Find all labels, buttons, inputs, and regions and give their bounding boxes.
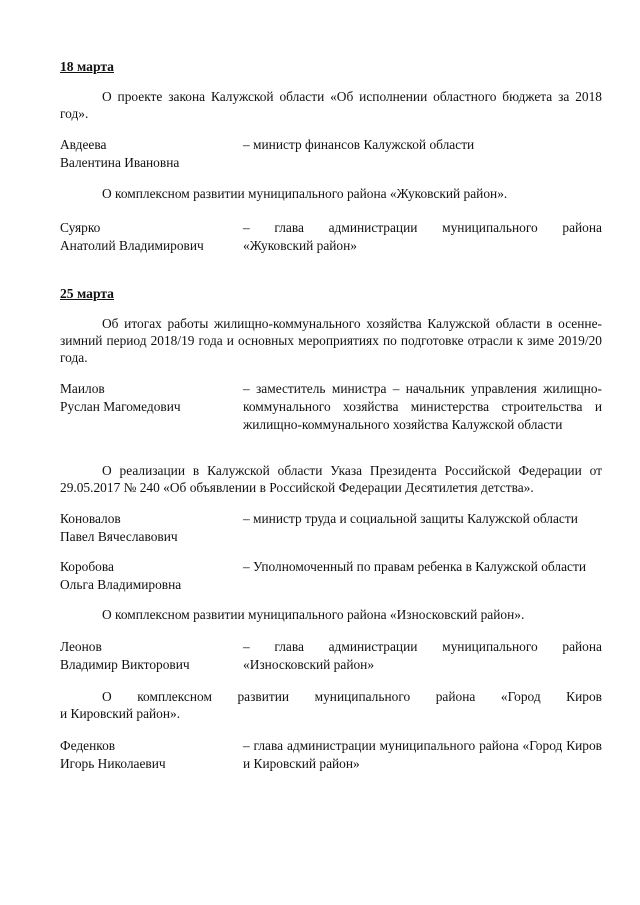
speaker-name xyxy=(60,510,240,546)
speaker-given-names: Игорь Николаевич xyxy=(60,756,166,771)
speaker-given-names: Владимир Викторович xyxy=(60,657,190,672)
speaker-surname: Авдеева xyxy=(60,137,107,152)
agenda-topic: О реализации в Калужской области Указа Президента Российской Федерации от 29.05.2017 № 240 «Об объявлении в Российской Федерации Десятилетия детства». xyxy=(60,463,602,495)
speaker-role: – министр финансов Калужской области xyxy=(243,137,475,152)
agenda-topic: О комплексном развитии муниципального района «Износковский район». xyxy=(102,607,525,622)
speaker-name xyxy=(60,380,240,416)
speaker-role: – заместитель министра – начальник управления жилищно-коммунального хозяйства министерства строительства и жилищно-коммунального хозяйства Калужской области xyxy=(243,381,602,432)
speaker-given-names: Валентина Ивановна xyxy=(60,155,180,170)
speaker-surname: Коновалов xyxy=(60,511,121,526)
agenda-topic-line: О комплексном развитии муниципального района «Город Киров xyxy=(102,689,602,704)
speaker-given-names: Ольга Владимировна xyxy=(60,577,182,592)
section-date: 18 марта xyxy=(60,59,114,74)
speaker-surname: Коробова xyxy=(60,559,114,574)
speaker-role: – Уполномоченный по правам ребенка в Калужской области xyxy=(243,559,587,574)
speaker-name xyxy=(60,136,240,172)
agenda-topic: Об итогах работы жилищно-коммунального хозяйства Калужской области в осенне-зимний период 2018/19 года и основных мероприятиях по подготовке отрасли к зиме 2019/20 года. xyxy=(60,316,602,365)
speaker-name xyxy=(60,638,240,674)
speaker-role-line: – глава администрации муниципального района xyxy=(243,639,602,654)
speaker-surname: Феденков xyxy=(60,738,116,753)
speaker-role xyxy=(243,219,602,255)
agenda-topic: О проекте закона Калужской области «Об исполнении областного бюджета за 2018 год». xyxy=(60,89,602,121)
speaker-surname: Суярко xyxy=(60,220,101,235)
speaker-surname: Маилов xyxy=(60,381,105,396)
section-date: 25 марта xyxy=(60,286,114,301)
speaker-name xyxy=(60,558,240,594)
speaker-role-line: «Износковский район» xyxy=(243,657,375,672)
speaker-name xyxy=(60,737,240,773)
speaker-role: – министр труда и социальной защиты Калужской области xyxy=(243,511,578,526)
speaker-name xyxy=(60,219,240,255)
speaker-surname: Леонов xyxy=(60,639,102,654)
speaker-role: – глава администрации муниципального района «Город Киров и Кировский район» xyxy=(243,738,602,771)
agenda-topic-line: и Кировский район». xyxy=(60,706,181,721)
speaker-role xyxy=(243,638,602,674)
agenda-topic xyxy=(60,688,602,722)
agenda-topic: О комплексном развитии муниципального района «Жуковский район». xyxy=(102,186,508,201)
speaker-role-line: «Жуковский район» xyxy=(243,238,357,253)
speaker-given-names: Павел Вячеславович xyxy=(60,529,178,544)
speaker-role-line: – глава администрации муниципального района xyxy=(243,220,602,235)
speaker-given-names: Анатолий Владимирович xyxy=(60,238,204,253)
speaker-given-names: Руслан Магомедович xyxy=(60,399,181,414)
